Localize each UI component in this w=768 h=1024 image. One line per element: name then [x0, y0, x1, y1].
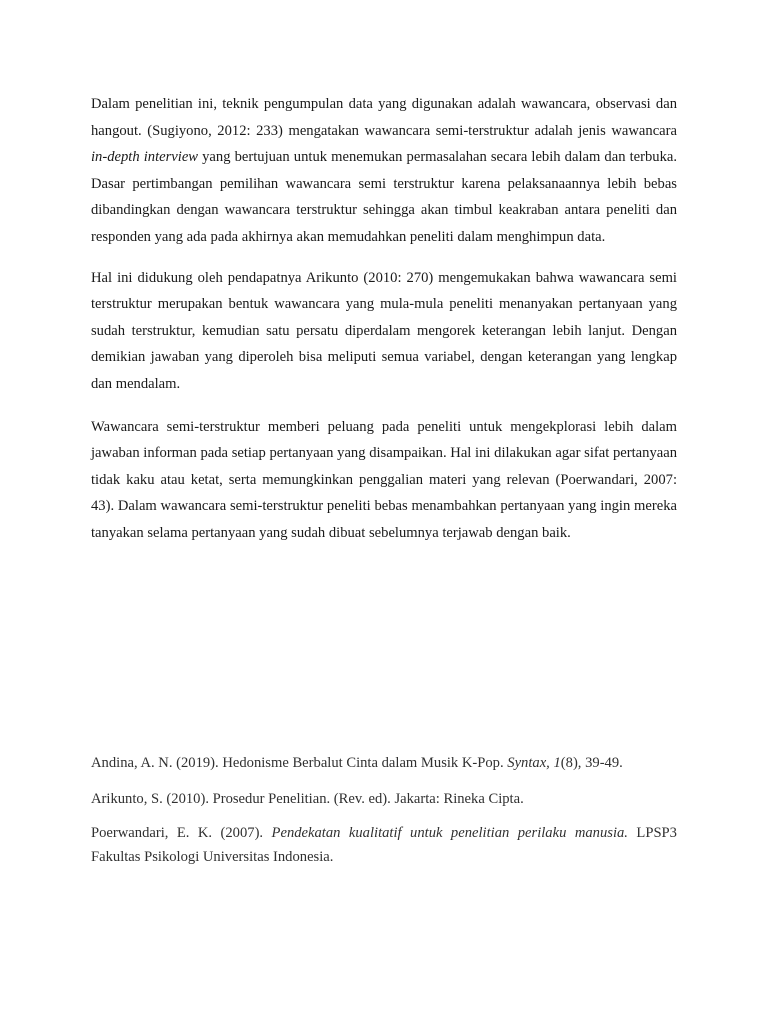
reference-3-text-start: Poerwandari, E. K. (2007).: [91, 825, 272, 841]
reference-1-journal: Syntax, 1: [507, 755, 561, 771]
reference-item-poerwandari: [91, 821, 677, 869]
reference-1-text-end: (8), 39-49.: [560, 755, 623, 771]
reference-item-andina: [91, 751, 677, 775]
paragraph-1-italic-term: in-depth interview: [91, 149, 199, 166]
reference-3-text-end: LPSP3 Fakultas Psikologi Universitas Indonesia.: [91, 825, 677, 865]
reference-3-book-title: Pendekatan kualitatif untuk penelitian perilaku manusia.: [271, 825, 628, 841]
paragraph-1-text-end: yang bertujuan untuk menemukan permasalahan secara lebih dalam dan terbuka. Dasar pertimbangan pemilihan wawancara semi terstruktur karena pelaksanaannya lebih bebas dibandingkan dengan wawancara terstruktur sehingga akan timbul keakraban antara peneliti dan responden yang ada pada akhirnya akan memudahkan peneliti dalam menghimpun data.: [91, 149, 677, 245]
reference-1-text-start: Andina, A. N. (2019). Hedonisme Berbalut Cinta dalam Musik K-Pop.: [91, 755, 508, 771]
paragraph-2: Hal ini didukung oleh pendapatnya Arikunto (2010: 270) mengemukakan bahwa wawancara semi terstruktur merupakan bentuk wawancara yang mula-mula peneliti menanyakan pertanyaan yang sudah terstruktur, kemudian satu persatu diperdalam mengorek keterangan lebih lanjut. Dengan demikian jawaban yang diperoleh bisa meliputi semua variabel, dengan keterangan yang lengkap dan mendalam.: [91, 269, 677, 392]
paragraph-1: [91, 91, 677, 251]
paragraph-3: Wawancara semi-terstruktur memberi peluang pada peneliti untuk mengekplorasi lebih dalam jawaban informan pada setiap pertanyaan yang disampaikan. Hal ini dilakukan agar sifat pertanyaan tidak kaku atau ketat, serta memungkinkan penggalian materi yang relevan (Poerwandari, 2007: 43). Dalam wawancara semi-terstruktur peneliti bebas menambahkan pertanyaan yang ingin mereka tanyakan selama pertanyaan yang sudah dibuat sebelumnya terjawab dengan baik.: [91, 418, 677, 541]
reference-item-arikunto: Arikunto, S. (2010). Prosedur Penelitian. (Rev. ed). Jakarta: Rineka Cipta.: [91, 791, 524, 807]
paragraph-1-text-start: Dalam penelitian ini, teknik pengumpulan data yang digunakan adalah wawancara, observasi dan hangout. (Sugiyono, 2012: 233) mengatakan wawancara semi-terstruktur adalah jenis wawancara: [91, 96, 677, 139]
reference-list: [91, 751, 677, 881]
body-text: [91, 91, 677, 561]
